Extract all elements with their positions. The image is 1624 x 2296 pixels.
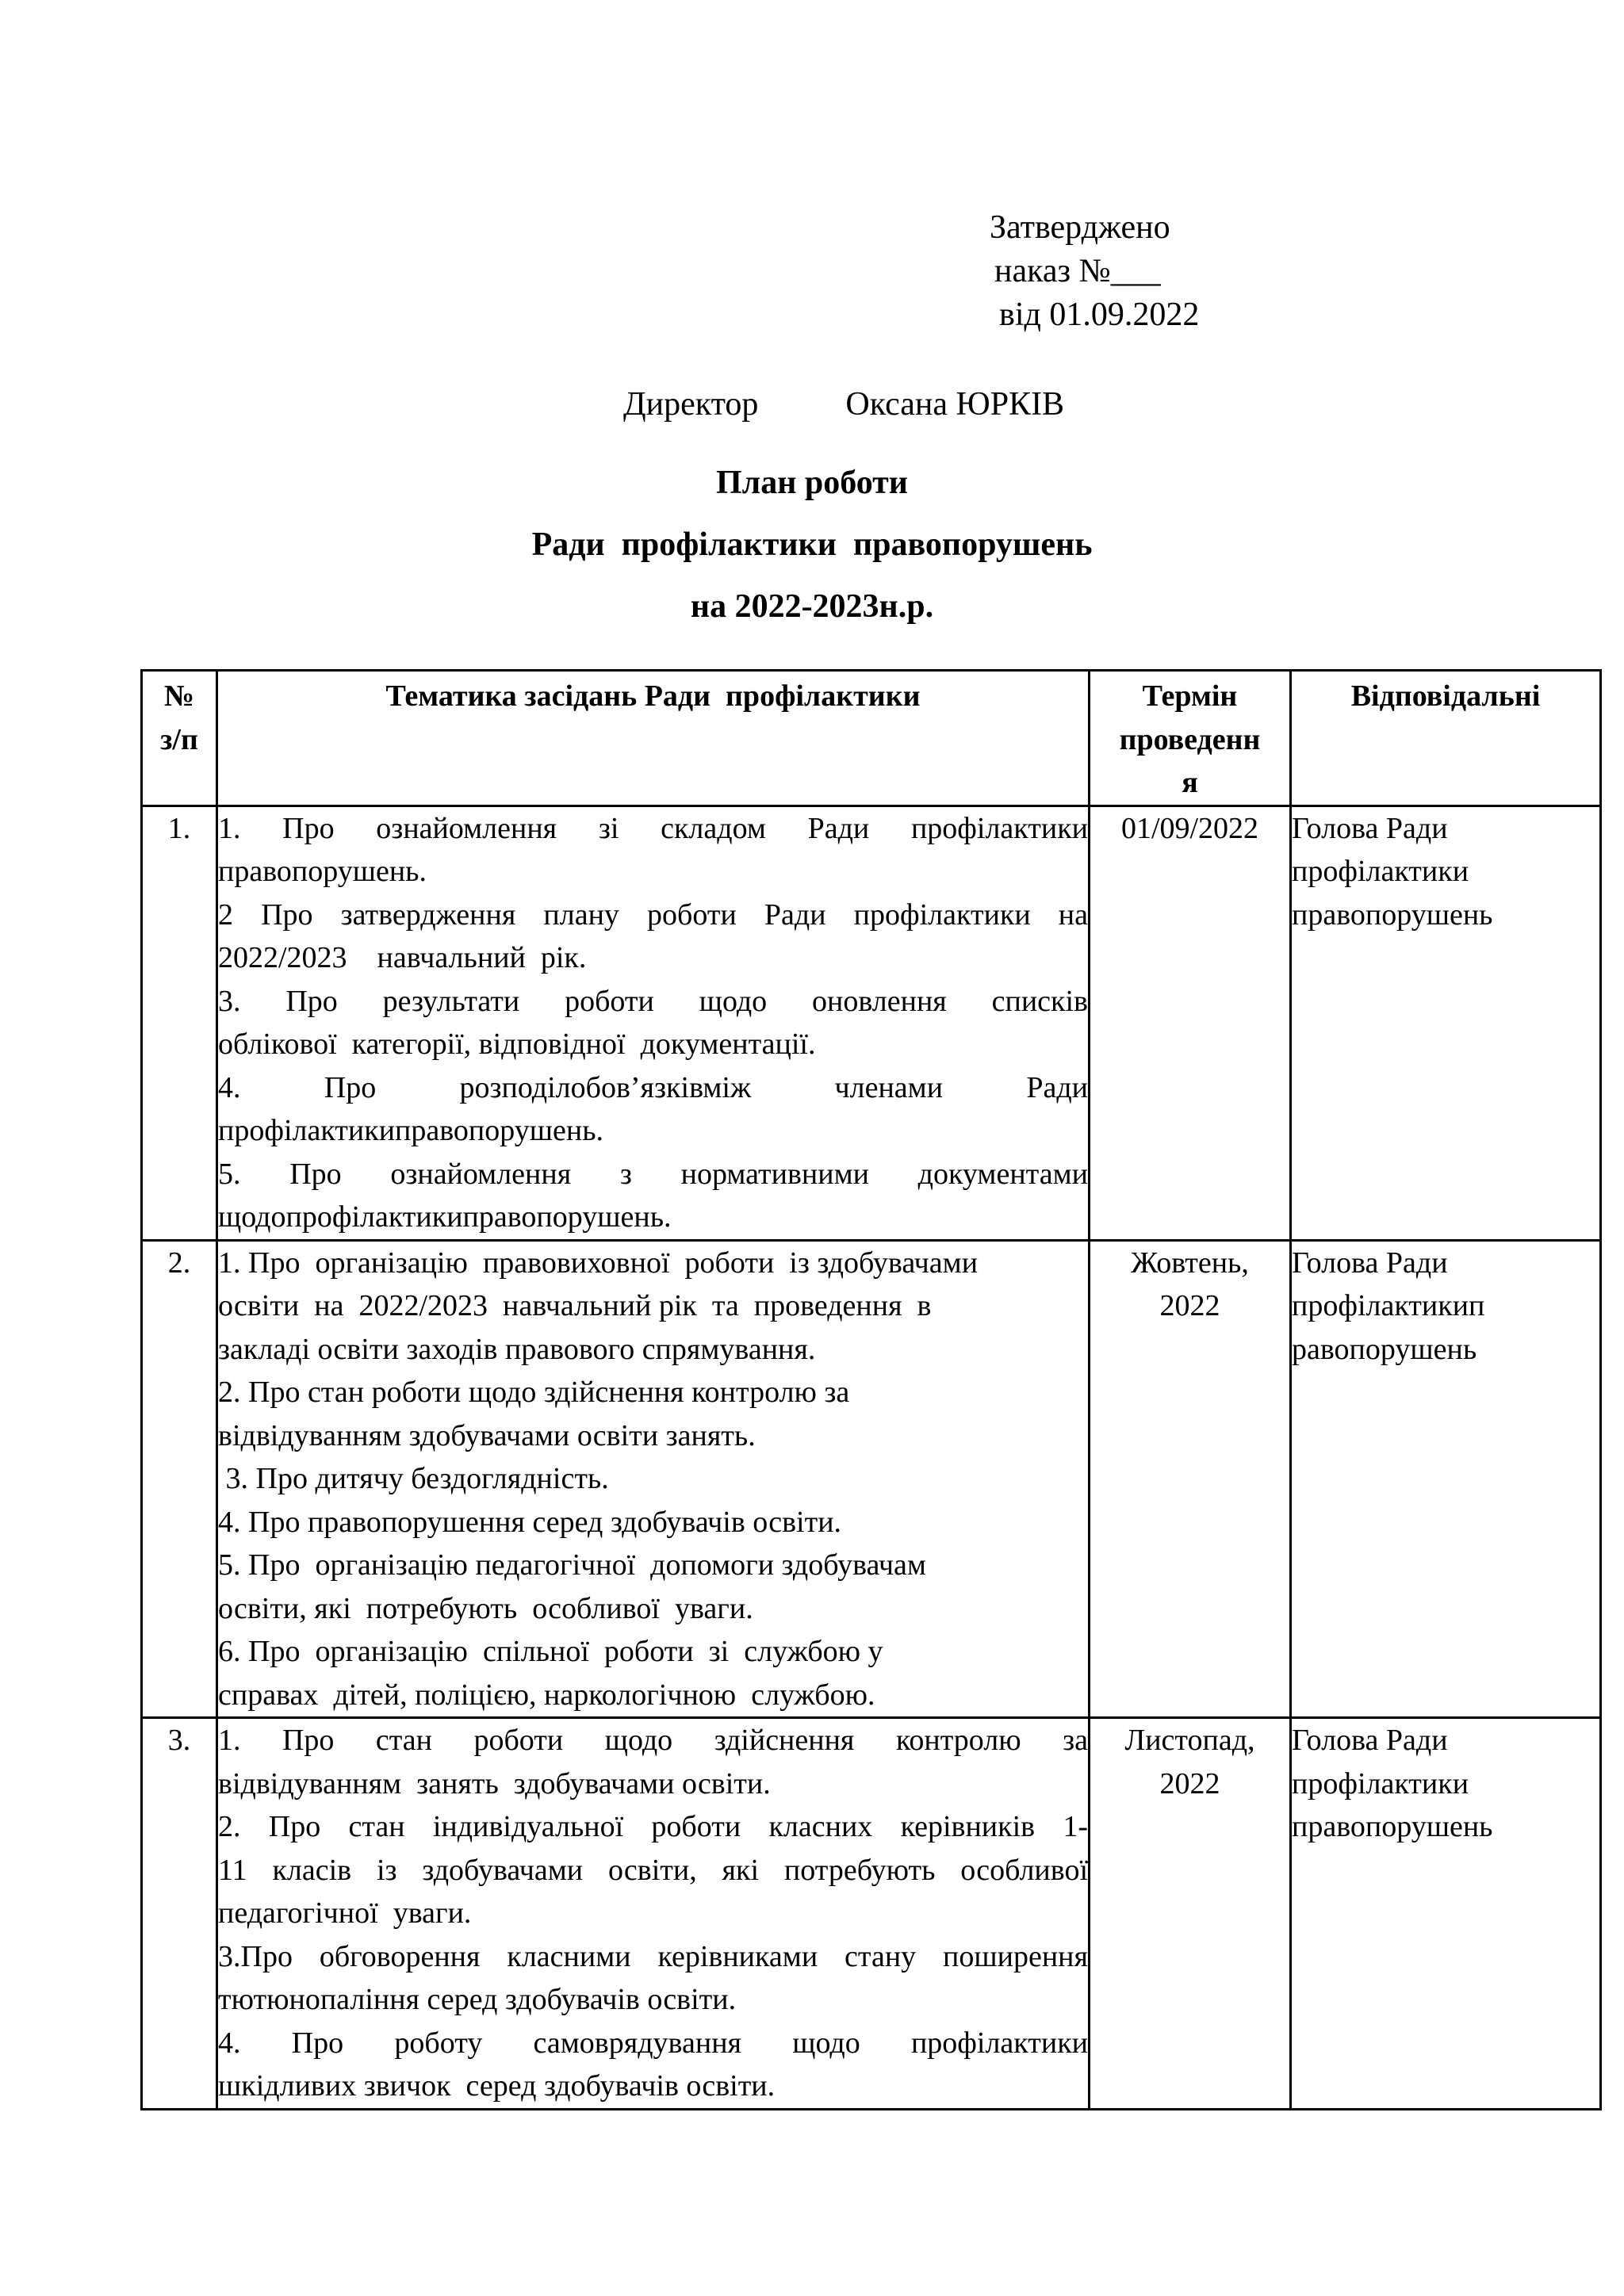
responsible-line: правопорушень (1292, 1810, 1493, 1843)
topic-line: 6. Про організацію спільної роботи зі службою у (218, 1635, 883, 1668)
director-title: Директор (623, 386, 759, 423)
header-term-line3: я (1182, 766, 1198, 799)
row-term (1090, 806, 1291, 1240)
term-line: Жовтень, (1131, 1246, 1249, 1280)
topic-line: 1. Про стан роботи щодо здійснення контролю за (218, 1724, 1088, 1757)
topic-line: 2. Про стан індивідуальної роботи класних керівників 1- (218, 1810, 1088, 1843)
topic-line: педагогічної уваги. (218, 1896, 472, 1930)
term-line: 2022 (1159, 1289, 1220, 1322)
row-term (1090, 1240, 1291, 1718)
header-number-line2: з/п (160, 722, 198, 756)
approval-block (990, 206, 1199, 337)
responsible-line: Голова Ради (1292, 811, 1448, 845)
term-line: Листопад, (1124, 1724, 1255, 1757)
topic-line: щодопрофілактикиправопорушень. (218, 1200, 672, 1234)
responsible-line: Голова Ради (1292, 1724, 1448, 1757)
topic-line: 11 класів із здобувачами освіти, які потребують особливої (218, 1853, 1088, 1887)
table-row (142, 806, 1601, 1240)
responsible-line: равопорушень (1292, 1332, 1477, 1366)
header-term-line1: Термін (1142, 679, 1238, 713)
term-line: 01/09/2022 (1120, 811, 1259, 845)
topic-line: 4. Про роботу самоврядування щодо профілактики (218, 2026, 1088, 2060)
topic-line: освіти на 2022/2023 навчальний рік та проведення в (218, 1289, 932, 1322)
row-topics (217, 1718, 1090, 2110)
topic-line: освіти, які потребують особливої уваги. (218, 1591, 753, 1625)
term-line: 2022 (1159, 1766, 1220, 1800)
document-heading (0, 452, 1624, 637)
topic-line: закладі освіти заходів правового спрямування. (218, 1332, 816, 1366)
topic-line: 2 Про затвердження плану роботи Ради профілактики на (218, 897, 1088, 932)
header-term-line2: проведенн (1119, 722, 1261, 756)
approval-line-order: наказ №___ (994, 253, 1161, 289)
approval-line-date: від 01.09.2022 (999, 297, 1200, 333)
responsible-line: профілактики (1292, 855, 1469, 888)
table-header-row (142, 671, 1601, 806)
heading-line-2: Ради профілактики правопорушень (531, 526, 1093, 563)
topic-line: 2022/2023 навчальний рік. (218, 941, 587, 974)
table-row (142, 1718, 1601, 2110)
row-number: 3. (142, 1718, 217, 2110)
topic-line: відвідуванням здобувачами освіти занять. (218, 1418, 756, 1452)
responsible-line: профілактикип (1292, 1289, 1485, 1322)
topic-line: відвідуванням занять здобувачами освіти. (218, 1766, 771, 1800)
row-responsible (1291, 806, 1601, 1240)
header-number-line1: № (163, 679, 195, 713)
topic-line: справах дітей, поліцією, наркологічною службою. (218, 1678, 875, 1712)
row-responsible (1291, 1240, 1601, 1718)
topic-line: 2. Про стан роботи щодо здійснення контролю за (218, 1376, 850, 1409)
topic-line: 3.Про обговорення класними керівниками стану поширення (218, 1939, 1088, 1973)
topic-line: 5. Про організацію педагогічної допомоги здобувачам (218, 1548, 926, 1582)
topic-line: облікової категорії, відповідної документації. (218, 1027, 816, 1061)
director-line (623, 382, 1064, 427)
heading-line-1: План роботи (715, 465, 908, 501)
header-topic: Тематика засідань Ради профілактики (217, 671, 1090, 806)
topic-line: 1. Про організацію правовиховної роботи із здобувачами (218, 1246, 979, 1280)
responsible-line: Голова Ради (1292, 1246, 1448, 1280)
row-topics (217, 1240, 1090, 1718)
topic-line: тютюнопаління серед здобувачів освіти. (218, 1983, 737, 2016)
header-number (142, 671, 217, 806)
row-number: 1. (142, 806, 217, 1240)
header-term (1090, 671, 1291, 806)
approval-line-approved: Затверджено (990, 209, 1170, 246)
plan-table (140, 669, 1602, 2110)
row-topics (217, 806, 1090, 1240)
topic-line: 1. Про ознайомлення зі складом Ради профілактики (218, 811, 1088, 845)
topic-line: 4. Про правопорушення серед здобувачів освіти. (218, 1505, 842, 1539)
topic-line: 3. Про результати роботи щодо оновлення списків (218, 984, 1088, 1018)
director-name: Оксана ЮРКІВ (845, 386, 1065, 423)
row-number: 2. (142, 1240, 217, 1718)
topic-line: правопорушень. (218, 855, 427, 888)
topic-line: шкідливих звичок серед здобувачів освіти. (218, 2069, 776, 2103)
header-responsible: Відповідальні (1291, 671, 1601, 806)
table-row (142, 1240, 1601, 1718)
heading-line-3: на 2022-2023н.р. (690, 588, 934, 625)
row-term (1090, 1718, 1291, 2110)
responsible-line: правопорушень (1292, 897, 1493, 932)
topic-line: профілактикиправопорушень. (218, 1114, 604, 1147)
responsible-line: профілактики (1292, 1766, 1469, 1800)
topic-line: 5. Про ознайомлення з нормативними документами (218, 1157, 1088, 1191)
row-responsible (1291, 1718, 1601, 2110)
topic-line: 4. Про розподілобов’язківміж членами Ради (218, 1070, 1088, 1104)
topic-line: 3. Про дитячу бездоглядність. (218, 1462, 609, 1495)
